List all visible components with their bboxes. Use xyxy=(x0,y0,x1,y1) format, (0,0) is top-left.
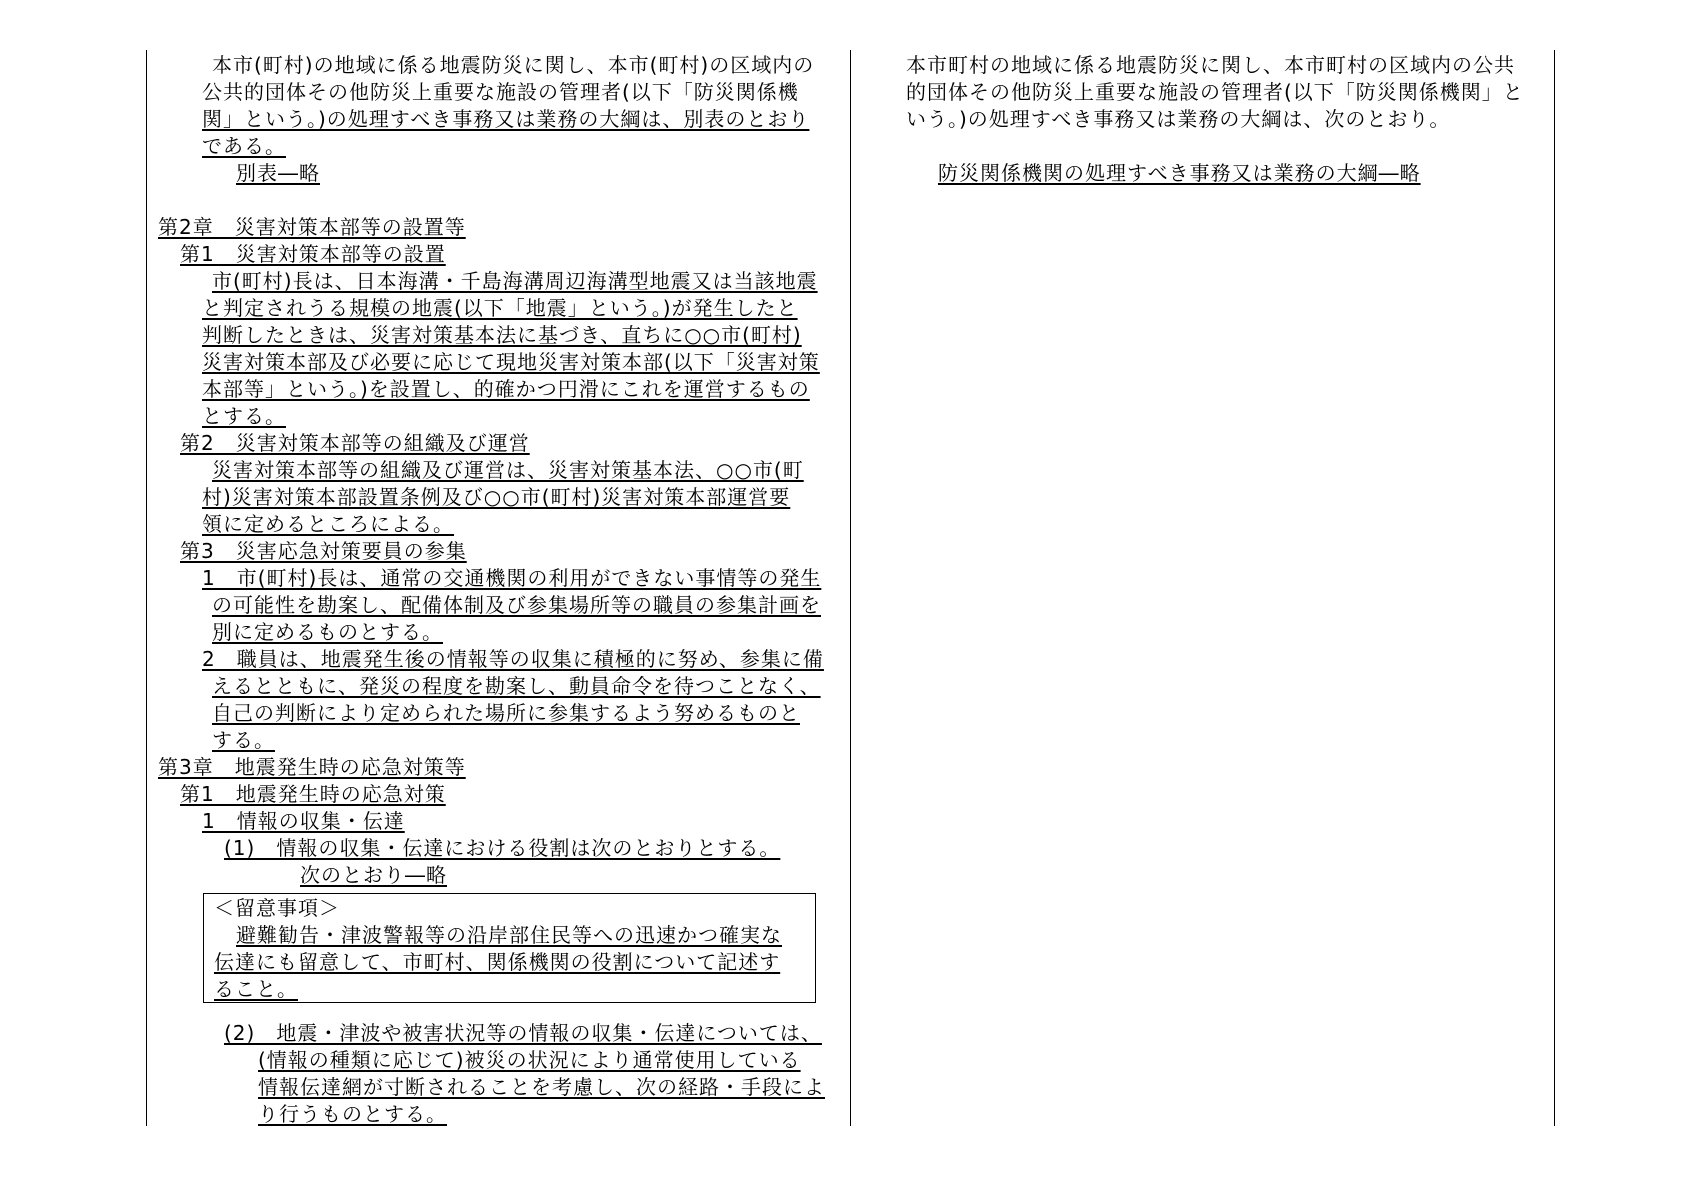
left-intro-line: である。 xyxy=(202,134,286,158)
chapter-2-heading: 第2章 災害対策本部等の設置等 xyxy=(158,215,466,239)
chapter-3-heading: 第3章 地震発生時の応急対策等 xyxy=(158,755,466,779)
section-2-3-item-2: する。 xyxy=(212,728,275,752)
right-intro-line: 本市町村の地域に係る地震防災に関し、本市町村の区域内の公共 xyxy=(906,53,1515,77)
section-3-1-heading: 第1 地震発生時の応急対策 xyxy=(180,782,446,806)
left-margin-rule xyxy=(146,50,147,1126)
subitem-2: 情報伝達網が寸断されることを考慮し、次の経路・手段によ xyxy=(258,1075,825,1099)
section-2-1-body: 判断したときは、災害対策基本法に基づき、直ちに○○市(町村) xyxy=(202,323,802,347)
subitem-1-omitted: 次のとおり―略 xyxy=(300,863,447,887)
right-intro-text: いう。)の処理すべき事務又は業務の大綱は、次のとおり。 xyxy=(906,107,1451,131)
section-2-2-heading: 第2 災害対策本部等の組織及び運営 xyxy=(180,431,530,455)
section-3-1-item-1: 1 情報の収集・伝達 xyxy=(202,809,405,833)
section-2-2-body: 村)災害対策本部設置条例及び○○市(町村)災害対策本部運営要 xyxy=(202,485,791,509)
section-2-3-item-2: 自己の判断により定められた場所に参集するよう努めるものと xyxy=(212,701,800,725)
note-title: ＜留意事項＞ xyxy=(214,896,340,920)
section-2-3-item-1: 別に定めるものとする。 xyxy=(212,620,443,644)
right-omitted-note: 防災関係機関の処理すべき事務又は業務の大綱―略 xyxy=(938,161,1421,185)
section-2-3-item-2: えるとともに、発災の程度を勘案し、動員命令を待つことなく、 xyxy=(212,674,821,698)
note-line: 伝達にも留意して、市町村、関係機関の役割について記述す xyxy=(214,950,781,974)
subitem-1: (1) 情報の収集・伝達における役割は次のとおりとする。 xyxy=(224,836,781,860)
section-2-3-heading: 第3 災害応急対策要員の参集 xyxy=(180,539,467,563)
column-divider-rule xyxy=(850,50,851,1126)
left-intro-line: 本市(町村)の地域に係る地震防災に関し、本市(町村)の区域内の xyxy=(212,53,815,77)
section-2-1-body: とする。 xyxy=(202,404,286,428)
right-margin-rule xyxy=(1554,50,1555,1126)
left-intro-line: 関」という。)の処理すべき事務又は業務の大綱は、別表のとおり xyxy=(202,107,810,131)
right-intro-line: 的団体その他防災上重要な施設の管理者(以下「防災関係機関」と xyxy=(906,80,1524,104)
section-2-3-item-2: 2 職員は、地震発生後の情報等の収集に積極的に努め、参集に備 xyxy=(202,647,824,671)
section-2-3-item-1: 1 市(町村)長は、通常の交通機関の利用ができない事情等の発生 xyxy=(202,566,822,590)
left-intro-line: 公共的団体その他防災上重要な施設の管理者(以下「防災関係機 xyxy=(202,80,799,104)
section-2-2-body: 災害対策本部等の組織及び運営は、災害対策基本法、○○市(町 xyxy=(212,458,804,482)
subitem-2: (2) 地震・津波や被害状況等の情報の収集・伝達については、 xyxy=(224,1021,822,1045)
section-2-2-body: 領に定めるところによる。 xyxy=(202,512,454,536)
section-2-1-body: と判定されうる規模の地震(以下「地震」という。)が発生したと xyxy=(202,296,798,320)
section-2-1-body: 災害対策本部及び必要に応じて現地災害対策本部(以下「災害対策 xyxy=(202,350,820,374)
subitem-2: (情報の種類に応じて)被災の状況により通常使用している xyxy=(258,1048,801,1072)
note-line: 避難勧告・津波警報等の沿岸部住民等への迅速かつ確実な xyxy=(236,923,782,947)
appendix-omitted: 別表―略 xyxy=(236,161,320,185)
section-2-3-item-1: の可能性を勘案し、配備体制及び参集場所等の職員の参集計画を xyxy=(212,593,821,617)
subitem-2: り行うものとする。 xyxy=(258,1102,447,1126)
section-2-1-body: 本部等」という。)を設置し、的確かつ円滑にこれを運営するもの xyxy=(202,377,810,401)
note-line: ること。 xyxy=(214,977,298,1001)
right-intro-line xyxy=(906,106,1450,133)
section-2-1-heading: 第1 災害対策本部等の設置 xyxy=(180,242,446,266)
section-2-1-body: 市(町村)長は、日本海溝・千島海溝周辺海溝型地震又は当該地震 xyxy=(212,269,818,293)
